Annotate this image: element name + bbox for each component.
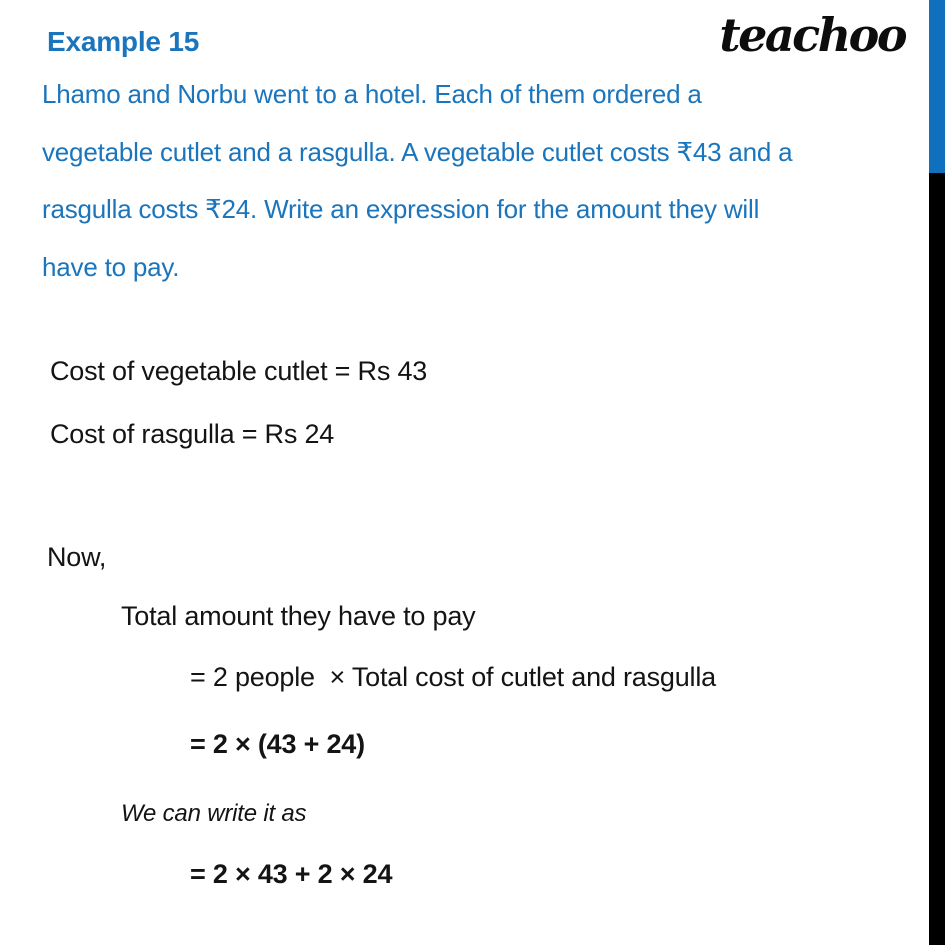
now-label: Now, — [47, 542, 107, 572]
example-title: Example 15 — [47, 26, 200, 57]
equation-step-2: = 2 × (43 + 24) — [190, 729, 365, 759]
rewrite-note: We can write it as — [121, 800, 307, 827]
problem-line: rasgulla costs ₹24. Write an expression for the amount they will — [42, 194, 760, 224]
problem-line: Lhamo and Norbu went to a hotel. Each of them ordered a — [42, 79, 702, 109]
cost-of-cutlet-line: Cost of vegetable cutlet = Rs 43 — [50, 356, 428, 386]
problem-line: vegetable cutlet and a rasgulla. A vegetable cutlet costs ₹43 and a — [42, 137, 793, 167]
total-amount-label: Total amount they have to pay — [121, 601, 476, 631]
right-accent-bar-blue — [929, 0, 945, 173]
teachoo-logo: teachoo — [719, 8, 905, 62]
right-accent-bar-black — [929, 173, 945, 945]
problem-line: have to pay. — [42, 252, 180, 282]
equation-step-3: = 2 × 43 + 2 × 24 — [190, 859, 393, 889]
cost-of-rasgulla-line: Cost of rasgulla = Rs 24 — [50, 419, 335, 449]
equation-step-1: = 2 people × Total cost of cutlet and rasgulla — [190, 662, 716, 692]
